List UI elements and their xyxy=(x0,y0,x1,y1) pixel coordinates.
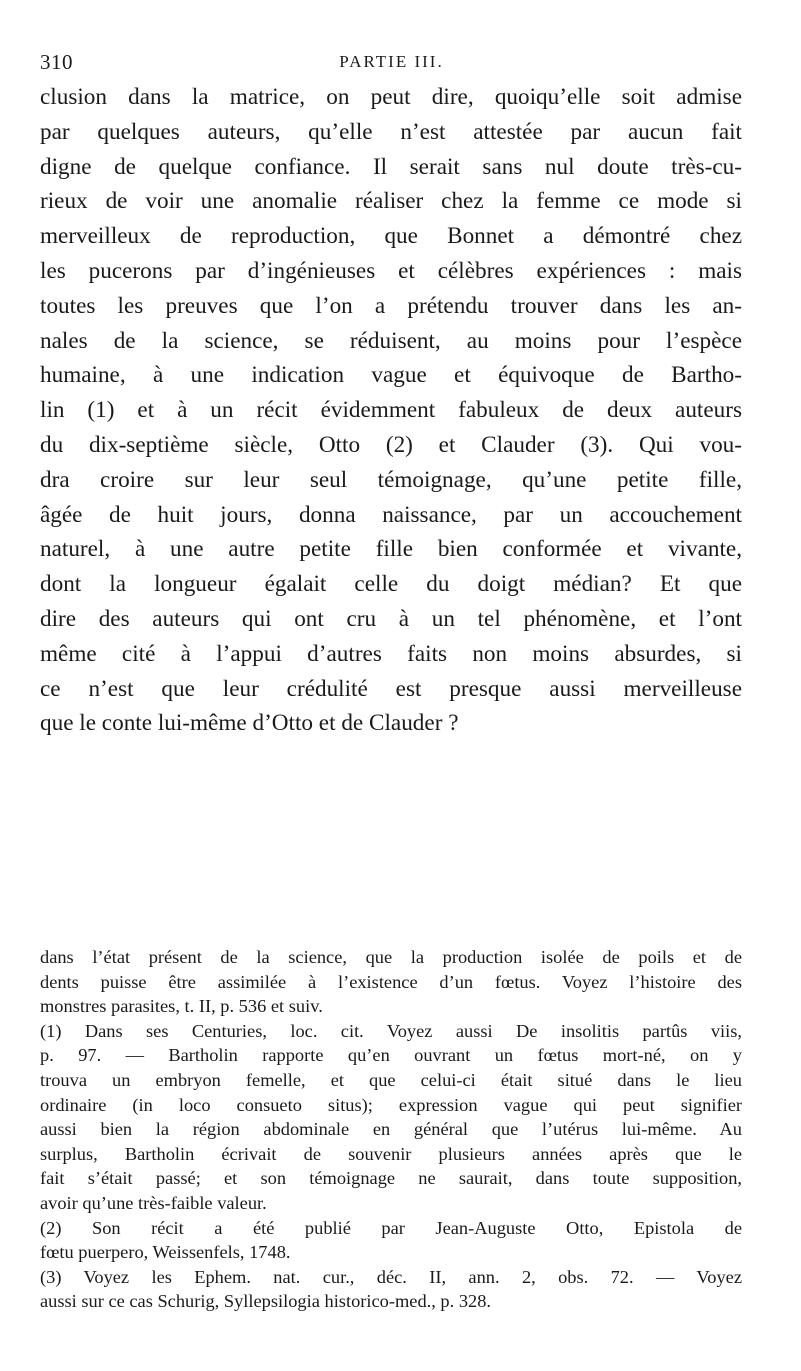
main-text xyxy=(40,80,742,741)
footnote-line: (3) Voyez les Ephem. nat. cur., déc. II, ann. 2, obs. 72. — Voyez xyxy=(40,1266,742,1287)
footnote-line: aussi bien la région abdominale en général que l’utérus lui-même. Au xyxy=(40,1119,742,1140)
footnote-line: aussi sur ce cas Schurig, Syllepsilogia historico-med., p. 328. xyxy=(40,1291,492,1312)
main-text-line: dont la longueur égalait celle du doigt médian? Et que xyxy=(40,571,742,598)
section-title: PARTIE III. xyxy=(339,52,444,71)
footnote-line: monstres parasites, t. II, p. 536 et suiv. xyxy=(40,996,323,1017)
main-text-line: les pucerons par d’ingénieuses et célèbres expériences : mais xyxy=(40,257,742,284)
main-text-line: rieux de voir une anomalie réaliser chez la femme ce mode si xyxy=(40,188,742,215)
footnote-line: dents puisse être assimilée à l’existence d’un fœtus. Voyez l’histoire des xyxy=(40,971,742,992)
main-text-line: que le conte lui-même d’Otto et de Clauder ? xyxy=(40,710,459,737)
footnote-line: p. 97. — Bartholin rapporte qu’en ouvrant un fœtus mort-né, on y xyxy=(40,1045,742,1066)
footnote-line: trouva un embryon femelle, et que celui-ci était situé dans le lieu xyxy=(40,1069,742,1090)
main-text-line: humaine, à une indication vague et équivoque de Bartho- xyxy=(40,362,742,389)
page-number: 310 xyxy=(40,50,73,74)
main-text-line: toutes les preuves que l’on a prétendu trouver dans les an- xyxy=(40,292,742,319)
main-text-line: clusion dans la matrice, on peut dire, quoiqu’elle soit admise xyxy=(40,84,742,110)
main-text-line: nales de la science, se réduisent, au moins pour l’espèce xyxy=(40,327,742,354)
main-text-line: digne de quelque confiance. Il serait sans nul doute très-cu- xyxy=(40,153,742,180)
main-text-line: même cité à l’appui d’autres faits non moins absurdes, si xyxy=(40,640,742,667)
main-text-line: merveilleux de reproduction, que Bonnet a démontré chez xyxy=(40,223,742,250)
main-text-line: ce n’est que leur crédulité est presque aussi merveilleuse xyxy=(40,675,742,702)
footnote-line: ordinaire (in loco consueto situs); expression vague qui peut signifier xyxy=(40,1094,742,1115)
main-text-line: du dix-septième siècle, Otto (2) et Clauder (3). Qui vou- xyxy=(40,431,742,458)
running-head xyxy=(40,50,743,78)
main-text-line: dire des auteurs qui ont cru à un tel phénomène, et l’ont xyxy=(40,605,742,632)
footnote-line: fœtu puerpero, Weissenfels, 1748. xyxy=(40,1242,291,1263)
main-text-line: âgée de huit jours, donna naissance, par un accouchement xyxy=(40,501,742,528)
footnote-line: fait s’était passé; et son témoignage ne saurait, dans toute supposition, xyxy=(40,1168,742,1189)
footnote-line: dans l’état présent de la science, que la production isolée de poils et de xyxy=(40,947,742,967)
footnote-line: (1) Dans ses Centuries, loc. cit. Voyez aussi De insolitis partûs viis, xyxy=(40,1020,742,1041)
footnote-line: avoir qu’une très-faible valeur. xyxy=(40,1192,267,1213)
footnotes xyxy=(40,945,742,1314)
footnote-line: (2) Son récit a été publié par Jean-Auguste Otto, Epistola de xyxy=(40,1217,742,1238)
main-text-line: naturel, à une autre petite fille bien conformée et vivante, xyxy=(40,536,742,563)
footnote-line: surplus, Bartholin écrivait de souvenir plusieurs années après que le xyxy=(40,1143,742,1164)
main-text-line: lin (1) et à un récit évidemment fabuleux de deux auteurs xyxy=(40,397,742,424)
main-text-line: dra croire sur leur seul témoignage, qu’une petite fille, xyxy=(40,466,742,493)
main-text-line: par quelques auteurs, qu’elle n’est attestée par aucun fait xyxy=(40,118,742,145)
